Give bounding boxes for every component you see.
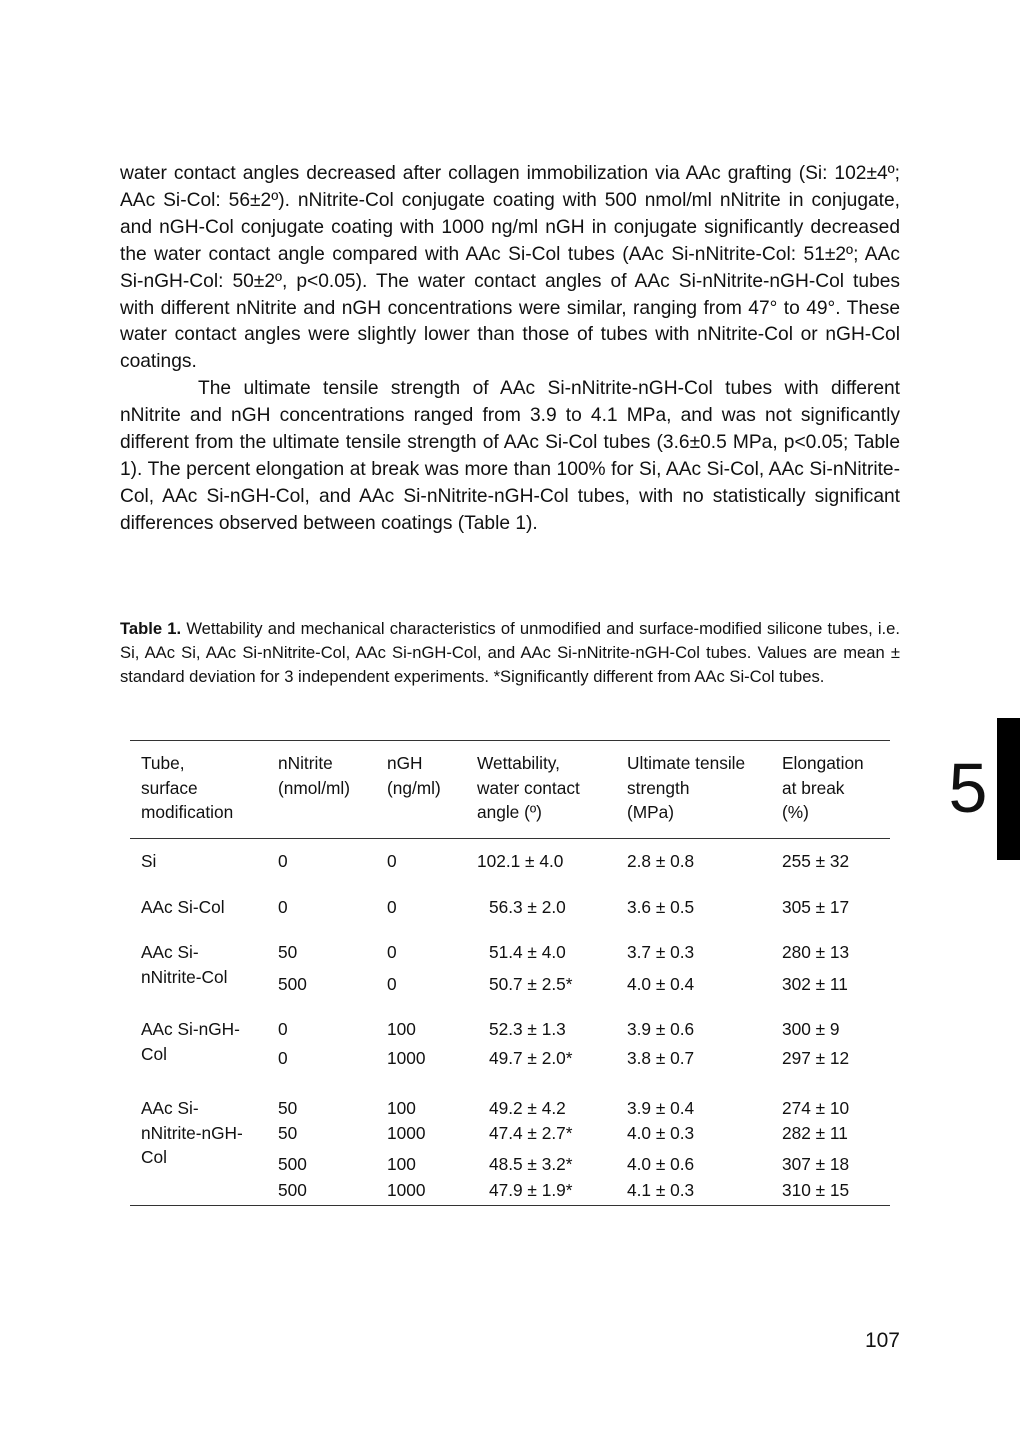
cell-wettability: 56.3 ± 2.0 [489, 897, 566, 917]
header-wettability: Wettability, water contact angle (º) [477, 753, 580, 822]
cell-tensile: 3.9 ± 0.6 [627, 1019, 695, 1039]
cell-tensile: 3.9 ± 0.4 [627, 1098, 695, 1118]
chapter-tab-marker [997, 718, 1020, 860]
group-label: AAc Si- nNitrite-nGH- Col [141, 1098, 243, 1167]
cell-tensile: 4.0 ± 0.4 [627, 974, 695, 994]
cell-wettability: 47.4 ± 2.7* [489, 1123, 573, 1143]
cell-tensile: 4.0 ± 0.6 [627, 1154, 695, 1174]
cell-tensile: 3.8 ± 0.7 [627, 1048, 695, 1068]
table-caption [120, 617, 900, 689]
cell-nnitrite: 50 [278, 942, 298, 962]
table-top-rule [130, 740, 890, 741]
cell-ngh: 0 [387, 974, 397, 994]
cell-nnitrite: 0 [278, 1048, 288, 1068]
cell-ngh: 0 [387, 942, 397, 962]
paragraph-1: water contact angles decreased after collagen immobilization via AAc grafting (Si: 102±4º; AAc Si-Col: 56±2º). nNitrite-Col conjugate coating with 500 nmol/ml nNitrite in conjugate, and nGH-Col conjugate coating with 1000 ng/ml nGH in conjugate significantly decreased the water contact angle compared with AAc Si-Col tubes (AAc Si-nNitrite-Col: 51±2º; AAc Si-nGH-Col: 50±2º, p<0.05). The water contact angles of AAc Si-nNitrite-nGH-Col tubes with different nNitrite and nGH concentrations were similar, ranging from 47° to 49°. These water contact angles were slightly lower than those of tubes with nNitrite-Col or nGH-Col coatings. [120, 163, 900, 373]
cell-wettability: 52.3 ± 1.3 [489, 1019, 566, 1039]
cell-nnitrite: 0 [278, 1019, 288, 1039]
cell-ngh: 100 [387, 1019, 416, 1039]
cell-nnitrite: 50 [278, 1098, 298, 1118]
caption-label: Table 1. [120, 619, 182, 638]
page-number: 107 [864, 1329, 900, 1352]
cell-ngh: 1000 [387, 1180, 426, 1200]
cell-wettability: 49.2 ± 4.2 [489, 1098, 566, 1118]
cell-elongation: 307 ± 18 [782, 1154, 850, 1174]
cell-ngh: 100 [387, 1154, 416, 1174]
cell-elongation: 255 ± 32 [782, 851, 850, 871]
cell-nnitrite: 500 [278, 1154, 307, 1174]
paragraph-2: The ultimate tensile strength of AAc Si-nNitrite-nGH-Col tubes with different nNitrite and nGH concentrations ranged from 3.9 to 4.1 MPa, and was not significantly different from the ultimate tensile strength of AAc Si-Col tubes (3.6±0.5 MPa, p<0.05; Table 1). The percent elongation at break was more than 100% for Si, AAc Si-Col, AAc Si-nNitrite-Col, AAc Si-nGH-Col, and AAc Si-nNitrite-nGH-Col tubes, with no statistically significant differences observed between coatings (Table 1). [120, 378, 900, 534]
cell-nnitrite: 500 [278, 1180, 307, 1200]
cell-elongation: 280 ± 13 [782, 942, 850, 962]
cell-elongation: 274 ± 10 [782, 1098, 850, 1118]
cell-wettability: 49.7 ± 2.0* [489, 1048, 573, 1068]
table-header-rule [130, 838, 890, 839]
cell-wettability: 50.7 ± 2.5* [489, 974, 573, 994]
cell-elongation: 300 ± 9 [782, 1019, 840, 1039]
cell-elongation: 282 ± 11 [782, 1123, 848, 1143]
header-tensile: Ultimate tensile strength (MPa) [627, 753, 746, 822]
cell-nnitrite: 500 [278, 974, 307, 994]
caption-text: Wettability and mechanical characteristics of unmodified and surface-modified silicone tubes, i.e. Si, AAc Si, AAc Si-nNitrite-Col, AAc Si-nGH-Col, and AAc Si-nNitrite-nGH-Col tubes. Values are mean ± standard deviation for 3 independent experiments. *Significantly different from AAc Si-Col tubes. [120, 619, 900, 686]
cell-nnitrite: 0 [278, 851, 288, 871]
cell-tensile: 4.0 ± 0.3 [627, 1123, 695, 1143]
cell-elongation: 297 ± 12 [782, 1048, 850, 1068]
header-elongation: Elongation at break (%) [782, 753, 864, 822]
cell-elongation: 310 ± 15 [782, 1180, 850, 1200]
chapter-number: 5 [948, 749, 988, 827]
header-tube: Tube, surface modification [141, 753, 234, 822]
body-text [120, 161, 900, 538]
group-label: Si [141, 851, 157, 871]
cell-ngh: 0 [387, 851, 397, 871]
table-bottom-rule [130, 1205, 890, 1206]
cell-ngh: 100 [387, 1098, 416, 1118]
header-nnitrite: nNitrite (nmol/ml) [278, 753, 351, 798]
cell-nnitrite: 50 [278, 1123, 298, 1143]
cell-tensile: 4.1 ± 0.3 [627, 1180, 695, 1200]
cell-wettability: 51.4 ± 4.0 [489, 942, 566, 962]
cell-elongation: 302 ± 11 [782, 974, 848, 994]
group-label: AAc Si-Col [141, 897, 225, 917]
cell-ngh: 1000 [387, 1123, 426, 1143]
cell-elongation: 305 ± 17 [782, 897, 850, 917]
cell-tensile: 3.7 ± 0.3 [627, 942, 695, 962]
cell-ngh: 1000 [387, 1048, 426, 1068]
group-label: AAc Si-nGH- Col [141, 1019, 240, 1064]
cell-wettability: 48.5 ± 3.2* [489, 1154, 573, 1174]
cell-wettability: 102.1 ± 4.0 [477, 851, 564, 871]
group-label: AAc Si- nNitrite-Col [141, 942, 228, 987]
cell-tensile: 3.6 ± 0.5 [627, 897, 695, 917]
cell-wettability: 47.9 ± 1.9* [489, 1180, 573, 1200]
header-ngh: nGH (ng/ml) [387, 753, 441, 798]
cell-tensile: 2.8 ± 0.8 [627, 851, 695, 871]
cell-nnitrite: 0 [278, 897, 288, 917]
cell-ngh: 0 [387, 897, 397, 917]
